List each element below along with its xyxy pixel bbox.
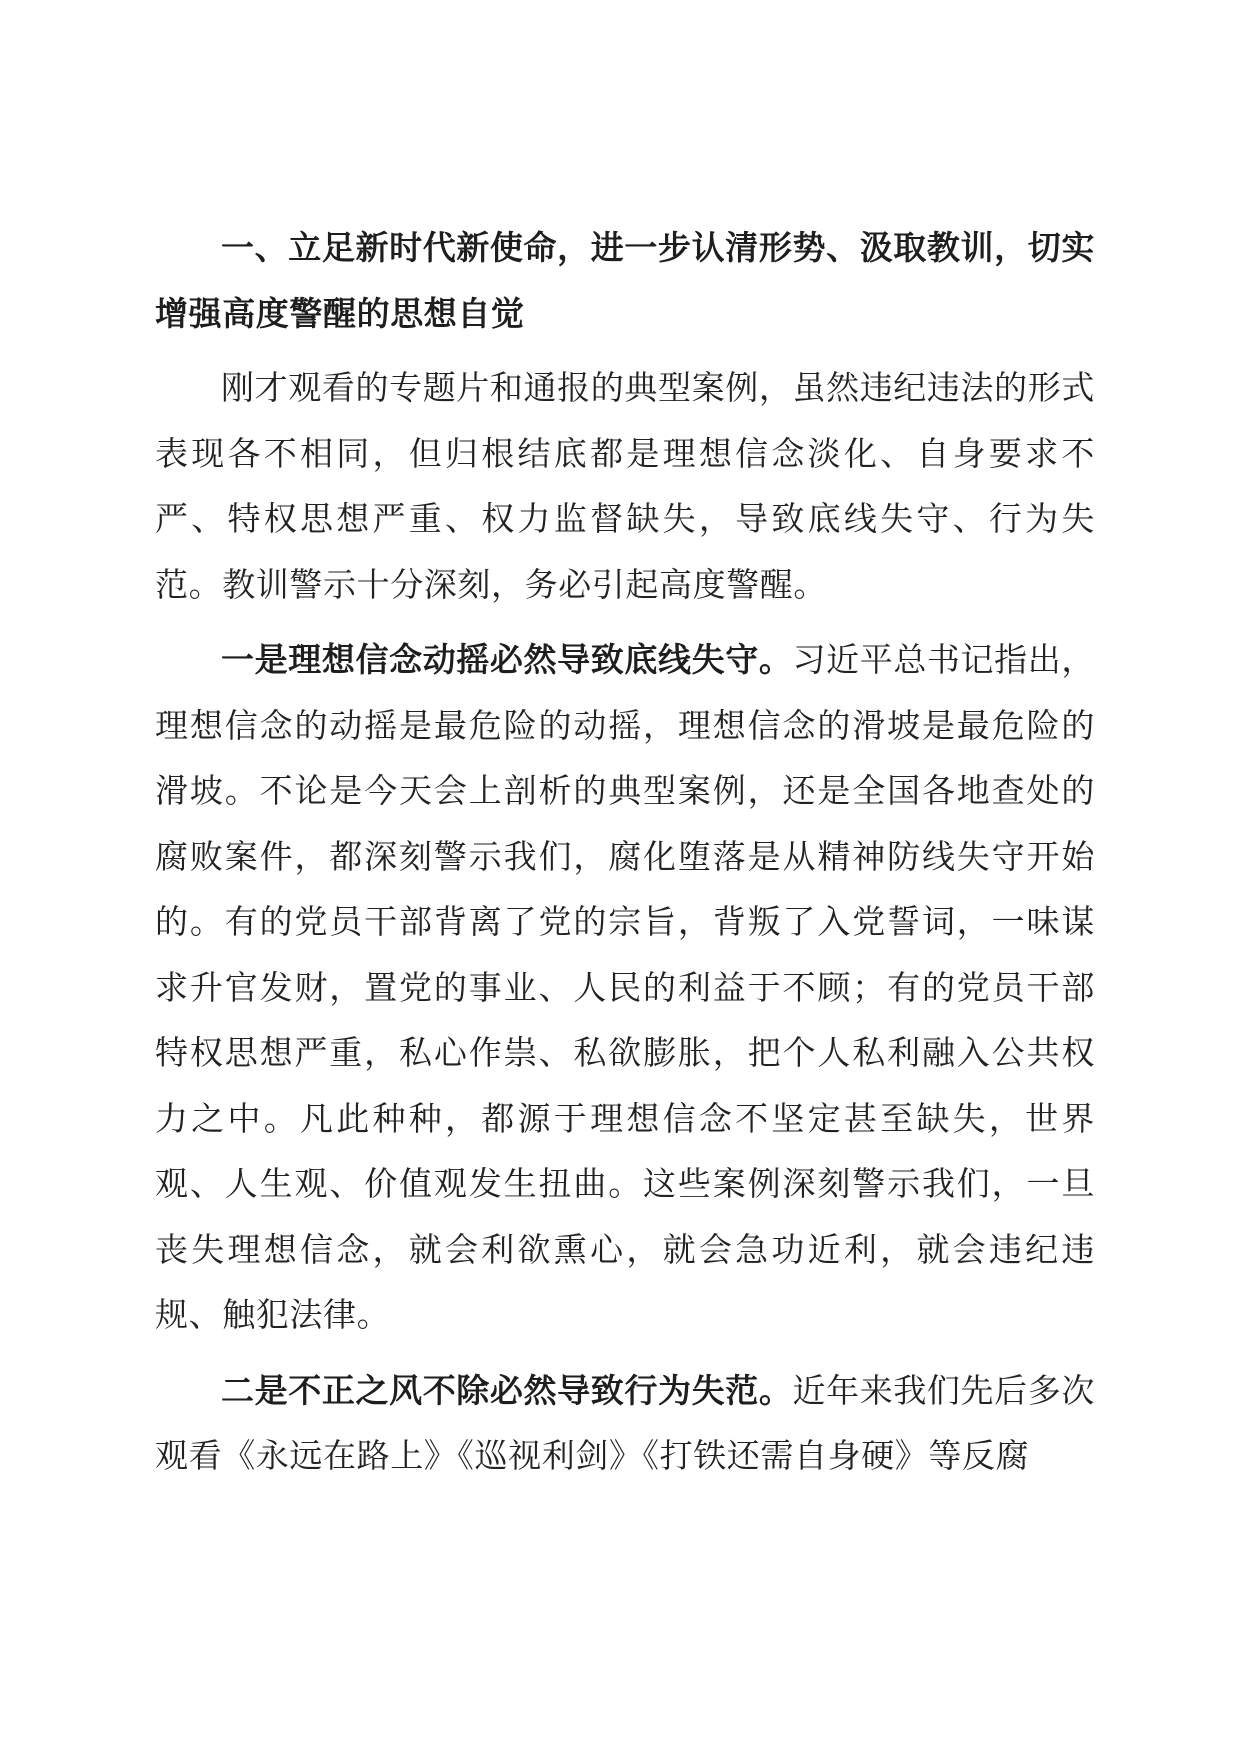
paragraph-point-two	[155, 1358, 1095, 1489]
section-heading: 一、立足新时代新使命，进一步认清形势、汲取教训，切实增强高度警醒的思想自觉	[155, 228, 1095, 333]
paragraph-point-one-text: 习近平总书记指出，理想信念的动摇是最危险的动摇，理想信念的滑坡是最危险的滑坡。不论是今天会上剖析的典型案例，还是全国各地查处的腐败案件，都深刻警示我们，腐化堕落是从精神防线失守开始的。有的党员干部背离了党的宗旨，背叛了入党誓词，一味谋求升官发财，置党的事业、人民的利益于不顾；有的党员干部特权思想严重，私心作祟、私欲膨胀，把个人私利融入公共权力之中。凡此种种，都源于理想信念不坚定甚至缺失，世界观、人生观、价值观发生扭曲。这些案例深刻警示我们，一旦丧失理想信念，就会利欲熏心，就会急功近利，就会违纪违规、触犯法律。	[155, 640, 1095, 1334]
document-body	[155, 215, 1095, 1489]
paragraph-point-two-text: 近年来我们先后多次观看《永远在路上》《巡视利剑》《打铁还需自身硬》等反腐	[155, 1370, 1095, 1475]
paragraph-intro	[155, 355, 1095, 617]
paragraph-point-one	[155, 627, 1095, 1348]
paragraph-point-two-lead: 二是不正之风不除必然导致行为失范。	[221, 1370, 793, 1410]
paragraph-point-one-lead: 一是理想信念动摇必然导致底线失守。	[221, 640, 793, 679]
paragraph-intro-text: 刚才观看的专题片和通报的典型案例，虽然违纪违法的形式表现各不相同，但归根结底都是理想信念淡化、自身要求不严、特权思想严重、权力监督缺失，导致底线失守、行为失范。教训警示十分深刻，务必引起高度警醒。	[155, 368, 1095, 604]
